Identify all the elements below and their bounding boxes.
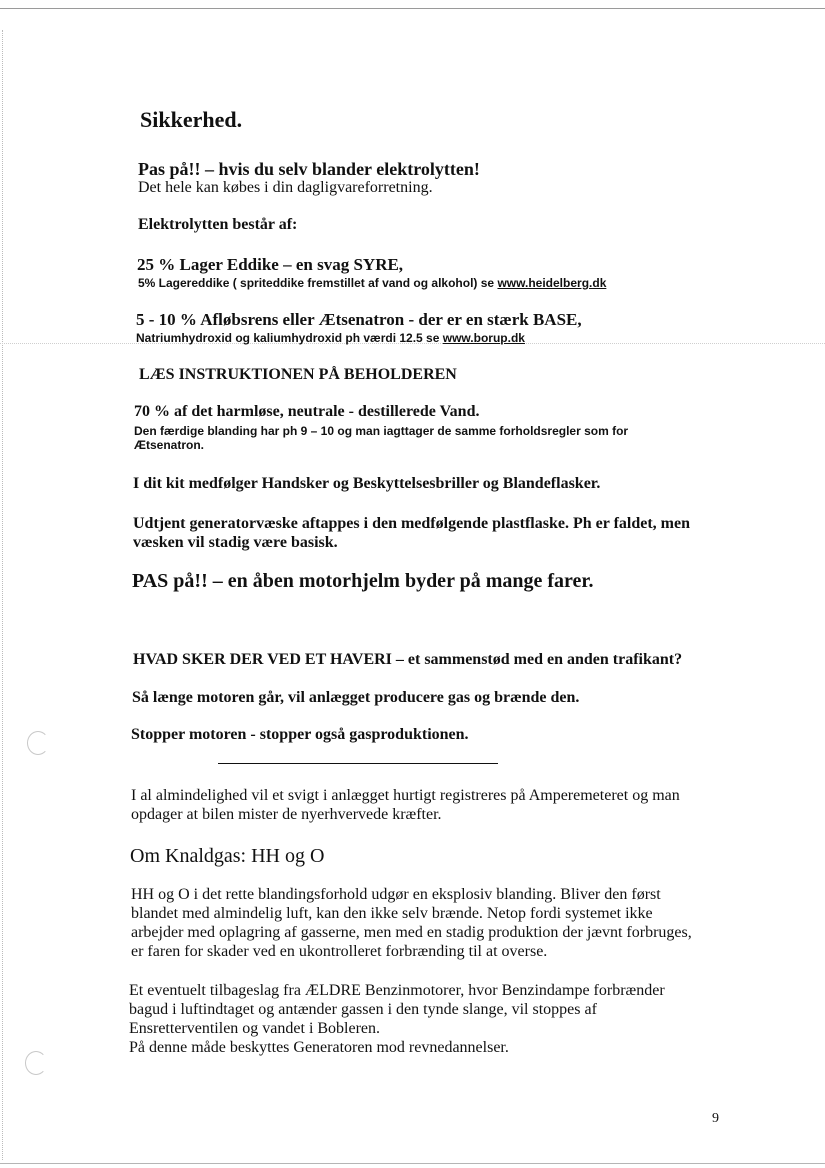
paragraph-line: opdager at bilen mister de nyerhvervede kræfter. (131, 806, 442, 823)
heidelberg-link[interactable]: www.heidelberg.dk (497, 276, 607, 290)
paragraph-line: HH og O i det rette blandingsforhold udgør en eksplosiv blanding. Bliver den først (131, 886, 661, 903)
water-note-line: Ætsenatron. (134, 438, 205, 452)
scan-edge-top (0, 8, 825, 9)
accident-heading: HVAD SKER DER VED ET HAVERI – et sammenstød med en anden trafikant? (133, 651, 683, 668)
paragraph-line: er faren for skader ved en ukontrolleret forbrænding til at overse. (131, 943, 548, 960)
page-number: 9 (712, 1111, 719, 1126)
acid-heading: 25 % Lager Eddike – en svag SYRE, (137, 255, 404, 274)
kit-contents: I dit kit medfølger Handsker og Beskyttelsesbriller og Blandeflasker. (133, 475, 601, 492)
paragraph-line: I al almindelighed vil et svigt i anlægget hurtigt registreres på Amperemeteret og man (131, 787, 680, 804)
punch-hole-mark (27, 731, 49, 755)
acid-note-text: 5% Lagereddike ( spriteddike fremstillet af vand og alkohol) se (138, 276, 495, 290)
composition-heading: Elektrolytten består af: (138, 216, 298, 233)
warning-subtext: Det hele kan købes i din dagligvareforretning. (138, 179, 433, 196)
engine-running-text: Så længe motoren går, vil anlægget producere gas og brænde den. (132, 689, 580, 706)
paragraph-line: På denne måde beskyttes Generatoren mod revnedannelser. (129, 1039, 509, 1056)
failure-paragraph (131, 786, 680, 824)
engine-stops-text: Stopper motoren - stopper også gasproduktionen. (131, 726, 469, 743)
hood-warning: PAS på!! – en åben motorhjelm byder på mange farer. (132, 570, 594, 592)
base-note (136, 331, 525, 345)
backfire-paragraph (129, 981, 665, 1057)
acid-note (138, 276, 606, 290)
read-instructions-heading: LÆS INSTRUKTIONEN PÅ BEHOLDEREN (139, 366, 457, 383)
paragraph-line: Et eventuelt tilbageslag fra ÆLDRE Benzinmotorer, hvor Benzindampe forbrænder (129, 982, 665, 999)
water-heading: 70 % af det harmløse, neutrale - destillerede Vand. (134, 403, 480, 420)
paragraph-line: Ensretterventilen og vandet i Bobleren. (129, 1020, 381, 1037)
borup-link[interactable]: www.borup.dk (442, 331, 525, 345)
base-note-text: Natriumhydroxid og kaliumhydroxid ph værdi 12.5 se (136, 331, 440, 345)
knaldgas-heading: Om Knaldgas: HH og O (130, 845, 325, 867)
knaldgas-paragraph (131, 885, 692, 961)
spent-liquid-paragraph (133, 514, 690, 552)
section-divider (218, 763, 498, 764)
scan-edge-bottom (0, 1163, 825, 1164)
warning-heading: Pas på!! – hvis du selv blander elektrolytten! (138, 159, 480, 179)
page-title: Sikkerhed. (140, 107, 243, 132)
water-note-line: Den færdige blanding har ph 9 – 10 og man iagttager de samme forholdsregler som for (134, 424, 629, 438)
paragraph-line: Udtjent generatorvæske aftappes i den medfølgende plastflaske. Ph er faldet, men (133, 515, 690, 532)
paragraph-line: arbejder med oplagring af gasserne, men med en stadig produktion der jævnt forbruges, (131, 924, 692, 941)
scan-edge-left (2, 30, 3, 1160)
base-heading: 5 - 10 % Afløbsrens eller Ætsenatron - der er en stærk BASE, (136, 310, 582, 329)
paragraph-line: blandet med almindelig luft, kan den ikke selv brænde. Netop fordi systemet ikke (131, 905, 653, 922)
paragraph-line: bagud i luftindtaget og antænder gassen i den tynde slange, vil stoppes af (129, 1001, 597, 1018)
paragraph-line: væsken vil stadig være basisk. (133, 534, 338, 551)
punch-hole-mark (25, 1051, 47, 1075)
